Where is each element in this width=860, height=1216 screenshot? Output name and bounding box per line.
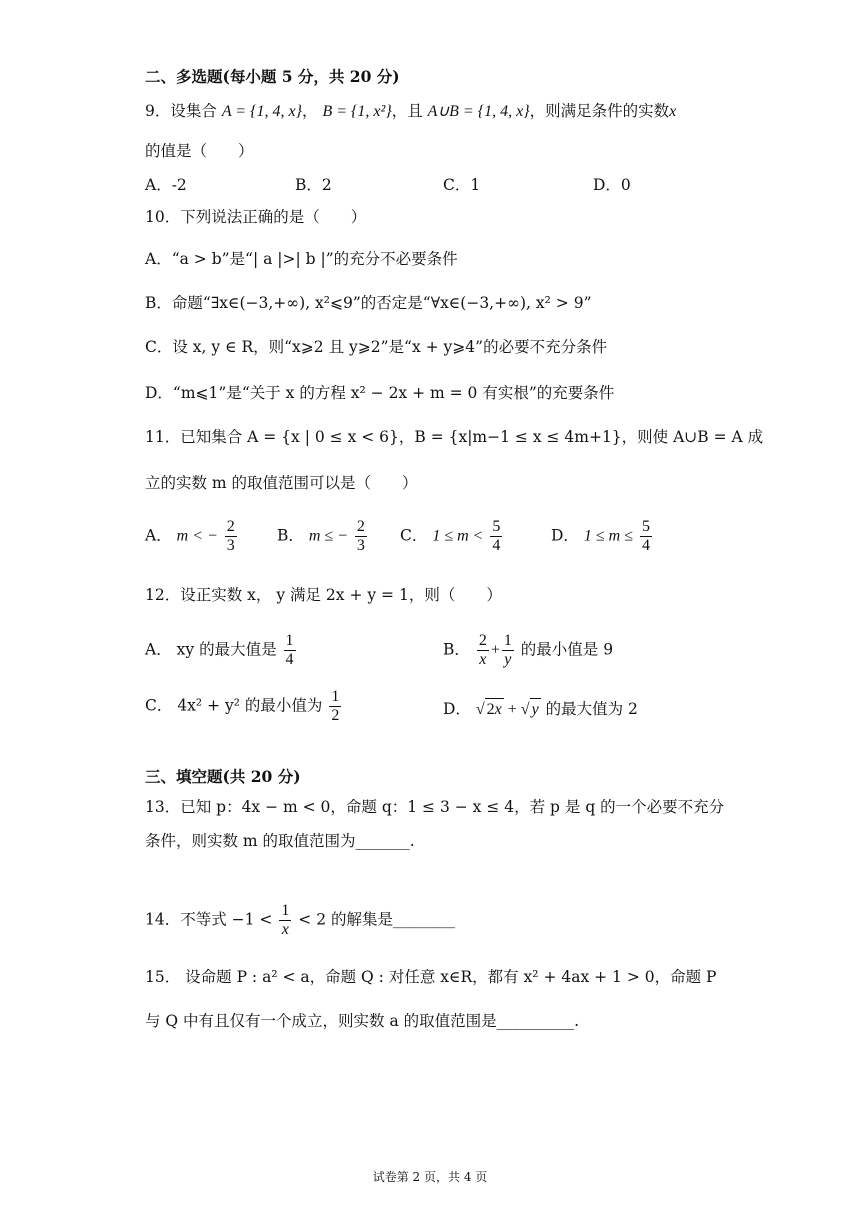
q11-a-expr: m < − [176,527,218,545]
q14-suffix: < 2 的解集是________ [298,910,456,929]
question-13-line-1: 13．已知 p：4x − m < 0，命题 q：1 ≤ 3 − x ≤ 4，若 p 是 q 的一个必要不充分 [145,798,725,816]
q11-b-numerator: 2 [356,518,365,535]
question-15-line-2: 与 Q 中有且仅有一个成立，则实数 a 的取值范围是__________. [145,1012,580,1030]
q11-d-denominator: 4 [641,537,650,554]
q11-option-c [400,518,504,555]
q9-var: x [669,103,677,120]
q11-c-fraction [490,518,502,555]
page-footer: 试卷第 2 页，共 4 页 [372,1170,488,1184]
q9-option-a: A．-2 [145,176,187,194]
q9-set-a: A = {1, 4, x} [221,103,302,120]
q9-comma: ， [302,102,318,120]
q12-d-sqrt-expr: √ 2x + √ y [476,701,541,718]
question-15-line-1: 15． 设命题 P : a² < a，命题 Q : 对任意 x∈R，都有 x² + 4ax + 1 > 0，命题 P [145,968,717,986]
q12-c-label: C． [145,696,173,715]
q11-b-expr: m ≤ − [308,527,348,545]
q12-c-fraction [329,688,341,725]
q12-a-numerator: 1 [285,632,294,649]
q9-text-condition: ，则满足条件的实数 [529,102,670,120]
q11-d-numerator: 5 [641,518,650,535]
q11-a-numerator: 2 [226,518,235,535]
q9-option-b: B．2 [295,176,332,194]
q11-b-label: B． [277,526,304,545]
question-11-line-2: 立的实数 m 的取值范围可以是（ ） [145,474,418,492]
q12-d-label: D． [443,700,471,718]
q12-a-fraction [284,632,296,669]
q11-a-denominator: 3 [226,537,235,554]
question-13-line-2: 条件，则实数 m 的取值范围为_______. [145,832,415,850]
q11-option-a [145,518,239,555]
q10-option-c: C．设 x, y ∈ R，则“x⩾2 且 y⩾2”是“x + y⩾4”的必要不充分条件 [145,338,608,356]
q9-text-and: ，且 [391,102,423,120]
q12-a-label: A． [145,640,172,659]
q11-c-label: C． [400,526,428,545]
q11-b-fraction [355,518,367,555]
q12-a-denominator: 4 [285,651,294,668]
q12-option-d [443,698,638,721]
q9-prefix: 9．设集合 [145,102,217,120]
q11-a-fraction [225,518,237,555]
q12-d-text: 的最大值为 2 [545,700,638,718]
q10-option-a: A．“a > b”是“| a |>| b |”的充分不必要条件 [145,250,458,268]
q11-d-fraction [640,518,652,555]
q12-c-numerator: 1 [331,688,340,705]
section-title-multiple-choice: 二、多选题(每小题 5 分，共 20 分) [145,67,400,86]
q14-fraction: $\frac{1}{x}$ [281,902,290,938]
question-10-stem: 10．下列说法正确的是（ ） [145,208,367,226]
q14-prefix: 14．不等式 −1 < [145,910,273,929]
q11-option-d [551,518,654,555]
q12-option-b: B． $\frac{2}{x}$ + $\frac{1}{y}$ 的最小值是 9 [443,632,614,668]
q9-option-d: D．0 [593,176,631,194]
question-11-line-1: 11．已知集合 A = {x | 0 ≤ x < 6}，B = {x|m−1 ≤ x ≤ 4m+1}，则使 A∪B = A 成 [145,428,764,446]
section-title-fill-in: 三、填空题(共 20 分) [145,767,301,786]
q9-union: A∪B = {1, 4, x} [427,103,530,120]
q11-c-denominator: 4 [492,537,501,554]
q11-d-label: D． [551,526,579,545]
q9-set-b: B = {1, x²} [322,103,392,120]
q12-b-fraction-1: $\frac{2}{x}$ [478,632,487,668]
q9-option-c: C．1 [443,176,481,194]
q11-b-denominator: 3 [356,537,365,554]
q11-option-b [277,518,369,555]
q12-a-text: xy 的最大值是 [176,640,277,659]
q12-b-fraction-2: $\frac{1}{y}$ [503,632,512,668]
q12-option-a [145,632,298,669]
q12-c-text: 4x² + y² 的最小值为 [177,696,323,715]
q11-c-numerator: 5 [492,518,501,535]
q12-c-denominator: 2 [331,707,340,724]
q12-option-c [145,688,343,725]
q11-c-expr: 1 ≤ m < [432,527,484,545]
question-14 [145,902,455,939]
q11-a-label: A． [145,526,172,545]
question-9-line-2: 的值是（ ） [145,142,254,160]
question-12-stem: 12．设正实数 x， y 满足 2x + y = 1，则（ ） [145,586,502,604]
question-9-line-1 [145,100,676,123]
q11-d-expr: 1 ≤ m ≤ [583,527,633,545]
q12-b-label: B． [443,640,470,659]
q12-b-text: 的最小值是 9 [520,640,614,659]
q10-option-d: D．“m⩽1”是“关于 x 的方程 x² − 2x + m = 0 有实根”的充要条件 [145,384,615,402]
q10-option-b: B．命题“∃x∈(−3,+∞), x²⩽9”的否定是“∀x∈(−3,+∞), x² > 9” [145,294,592,312]
